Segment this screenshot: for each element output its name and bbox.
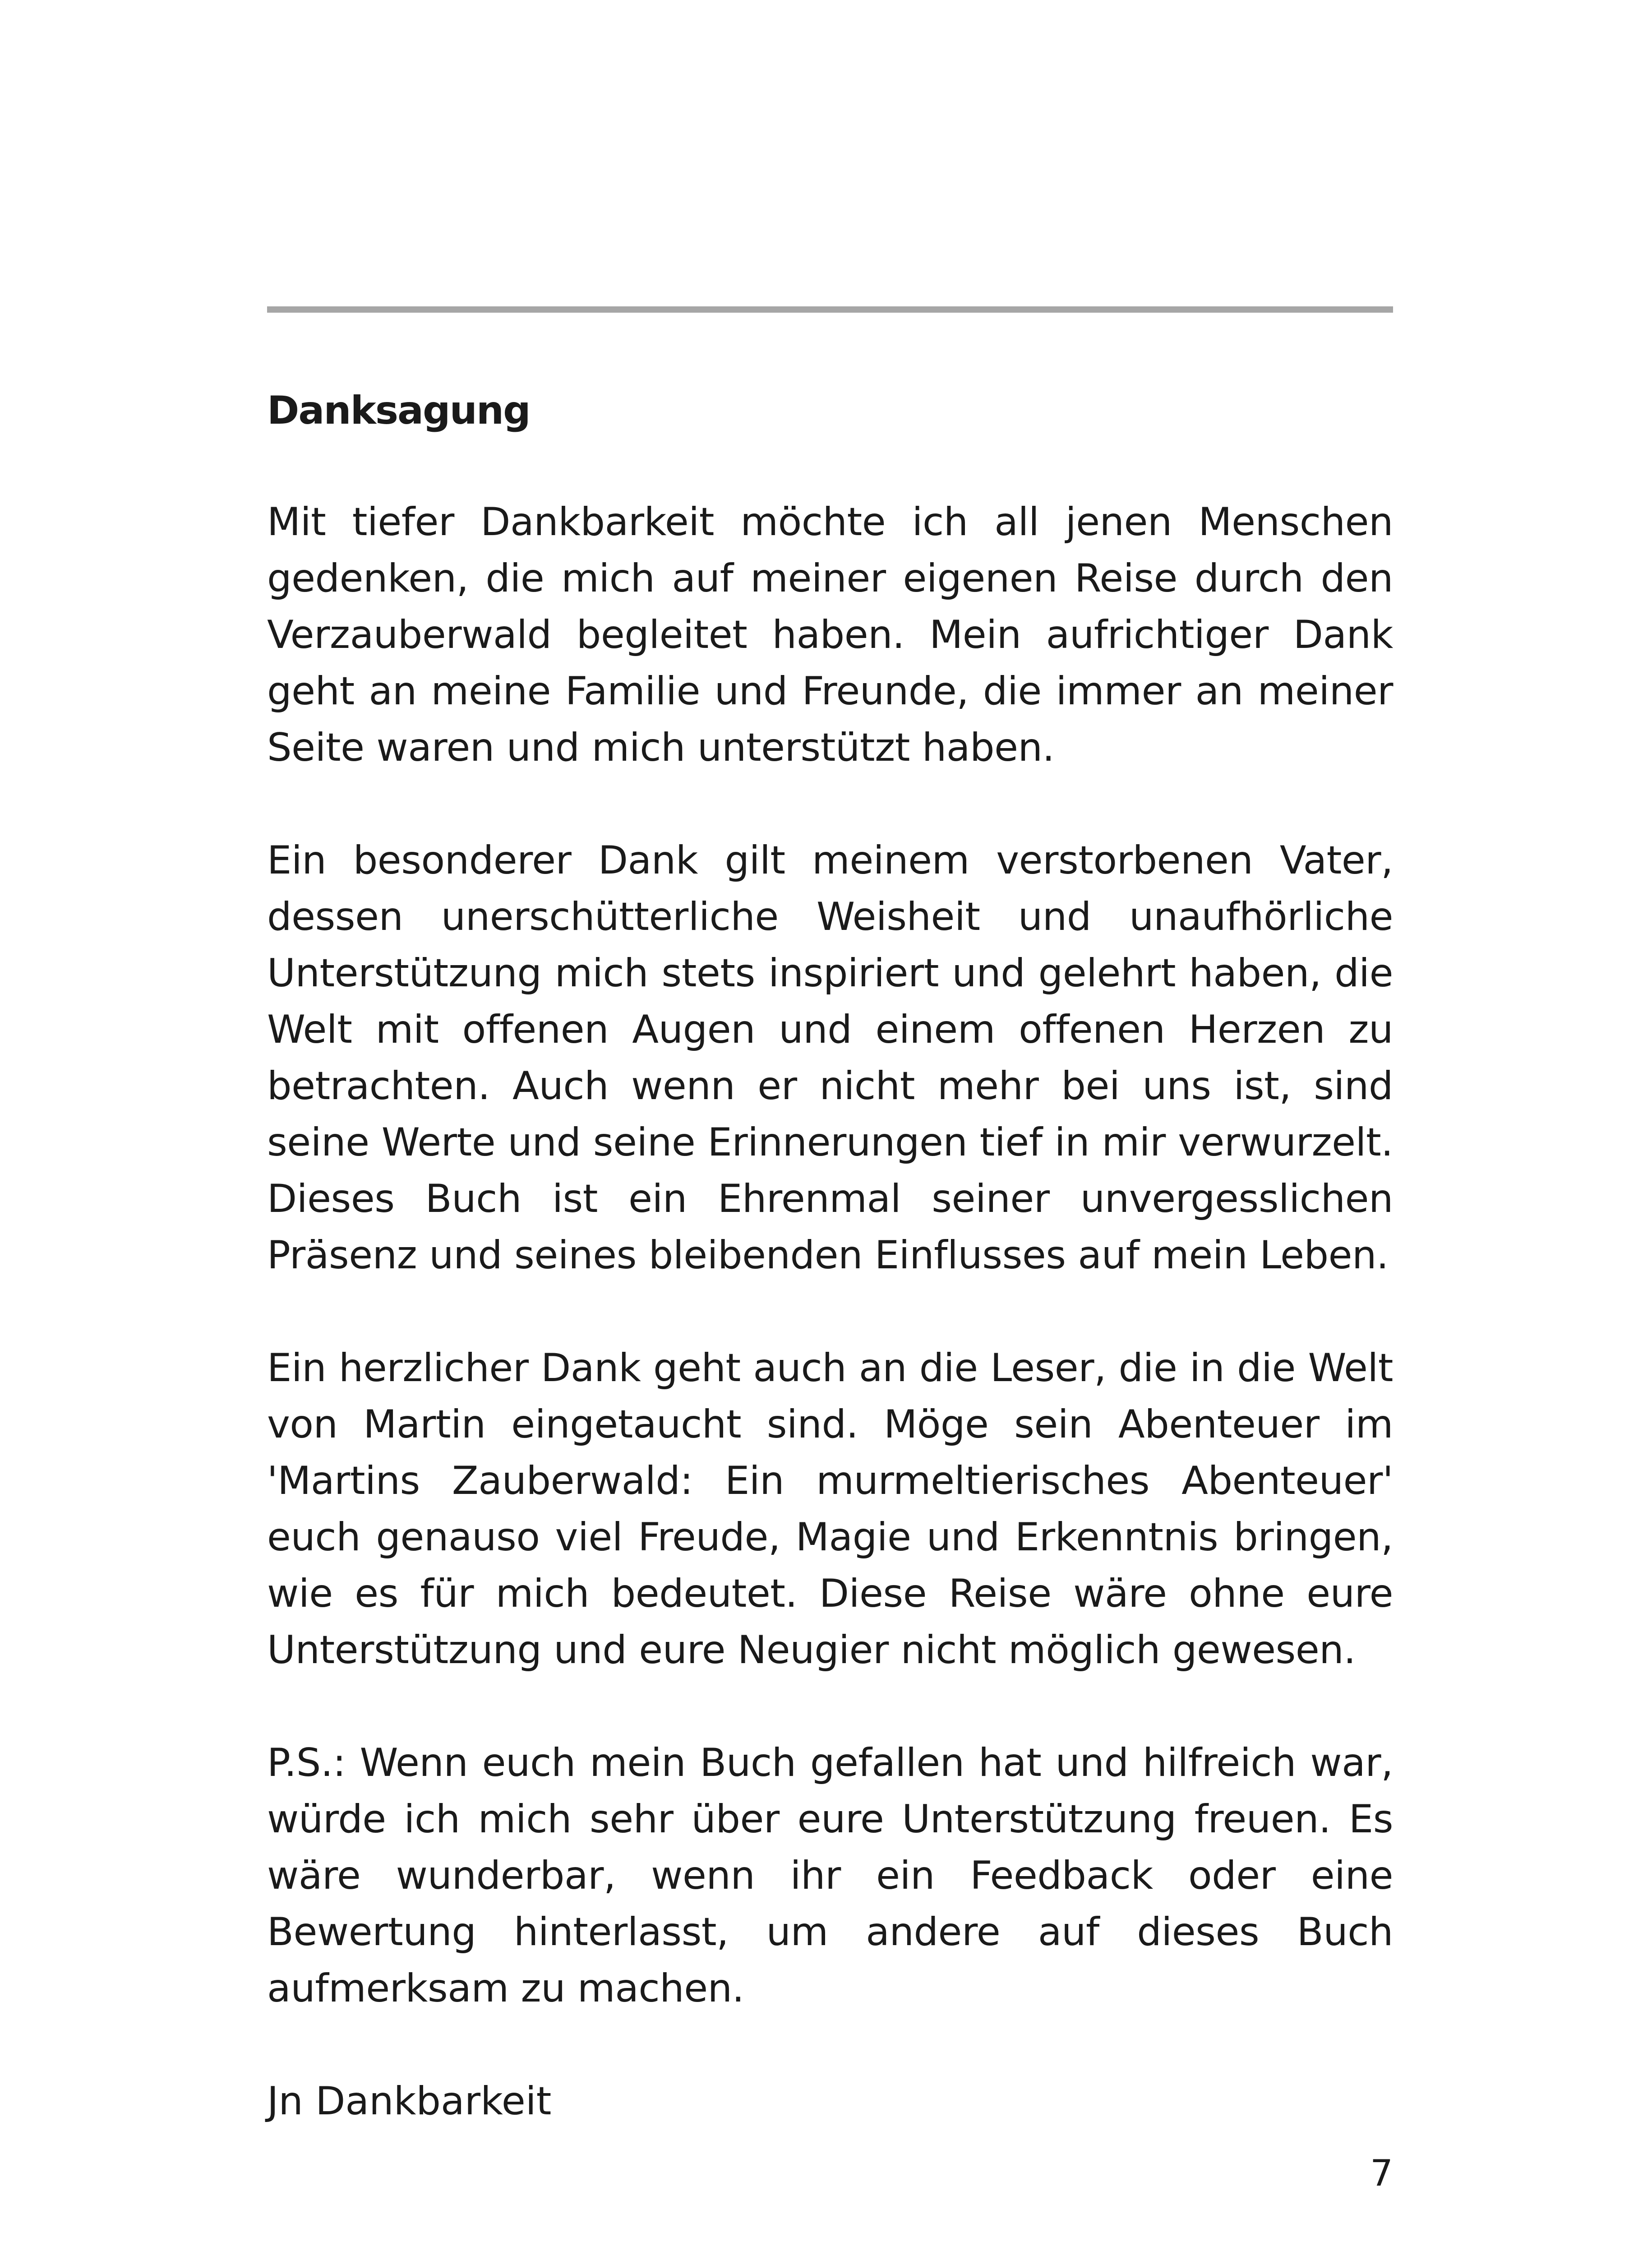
page-number: 7 xyxy=(1370,2152,1393,2194)
section-heading: Danksagung xyxy=(267,388,530,433)
paragraph-family-thanks: Mit tiefer Dankbarkeit möchte ich all jenen Menschen gedenken, die mich auf meiner eigenen Reise durch den Verzauberwald begleitet haben. Mein aufrichtiger Dank geht an meine Familie und Freunde, die immer an meiner Seite waren und mich unterstützt haben. xyxy=(267,499,1393,770)
paragraph-reader-thanks: Ein herzlicher Dank geht auch an die Leser, die in die Welt von Martin eingetaucht sind. Möge sein Abenteuer im 'Martins Zauberwald: Ein murmeltierisches Abenteuer' euch genauso viel Freude, Magie und Erkenntnis bringen, wie es für mich bedeutet. Diese Reise wäre ohne eure Unterstützung und eure Neugier nicht möglich gewesen. xyxy=(267,1345,1393,1673)
page-content xyxy=(267,384,1393,2130)
header-rule xyxy=(267,306,1393,313)
paragraph-father-thanks: Ein besonderer Dank gilt meinem verstorbenen Vater, dessen unerschütterliche Weisheit und unaufhörliche Unterstützung mich stets inspiriert und gelehrt haben, die Welt mit offenen Augen und einem offenen Herzen zu betrachten. Auch wenn er nicht mehr bei uns ist, sind seine Werte und seine Erinnerungen tief in mir verwurzelt. Dieses Buch ist ein Ehrenmal seiner unvergesslichen Präsenz und seines bleibenden Einflusses auf mein Leben. xyxy=(267,838,1393,1278)
closing-line: Jn Dankbarkeit xyxy=(267,2079,552,2124)
paragraph-postscript: P.S.: Wenn euch mein Buch gefallen hat und hilfreich war, würde ich mich sehr über eure Unterstützung freuen. Es wäre wunderbar, wenn ihr ein Feedback oder eine Bewertung hinterlasst, um andere auf dieses Buch aufmerksam zu machen. xyxy=(267,1740,1393,2011)
